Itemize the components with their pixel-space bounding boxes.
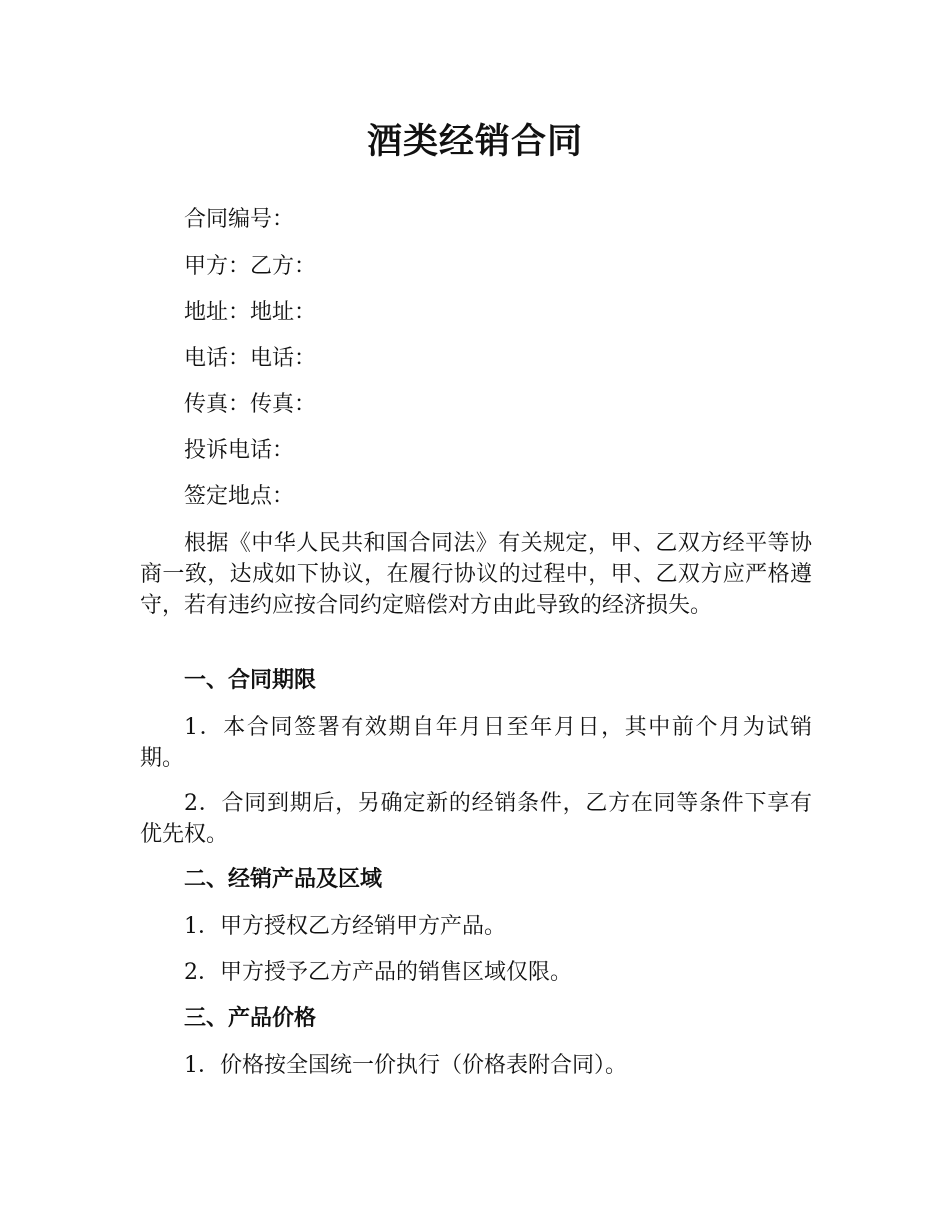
field-phone: 电话：电话： [184,346,317,371]
field-address: 地址：地址： [184,300,317,325]
section-term-item-1: 1．本合同签署有效期自年月日至年月日，其中前个月为试销期。 [140,715,812,771]
section-heading-term: 一、合同期限 [184,668,317,693]
field-signing-place: 签定地点： [184,484,295,509]
field-fax: 传真：传真： [184,392,317,417]
field-parties: 甲方：乙方： [184,254,317,279]
section-term-item-2: 2．合同到期后，另确定新的经销条件，乙方在同等条件下享有优先权。 [140,791,812,847]
section-price-item-1: 1．价格按全国统一价执行（价格表附合同）。 [184,1053,627,1078]
section-products-item-1: 1．甲方授权乙方经销甲方产品。 [184,914,506,939]
field-contract-number: 合同编号： [184,207,295,232]
field-complaint-phone: 投诉电话： [184,438,295,463]
document-title: 酒类经销合同 [366,122,583,162]
section-products-item-2: 2．甲方授予乙方产品的销售区域仅限。 [184,960,572,985]
section-heading-products: 二、经销产品及区域 [184,867,383,892]
section-heading-price: 三、产品价格 [184,1006,317,1031]
intro-paragraph: 根据《中华人民共和国合同法》有关规定，甲、乙双方经平等协商一致，达成如下协议，在履行协议的过程中，甲、乙双方应严格遵守，若有违约应按合同约定赔偿对方由此导致的经济损失。 [140,531,812,618]
